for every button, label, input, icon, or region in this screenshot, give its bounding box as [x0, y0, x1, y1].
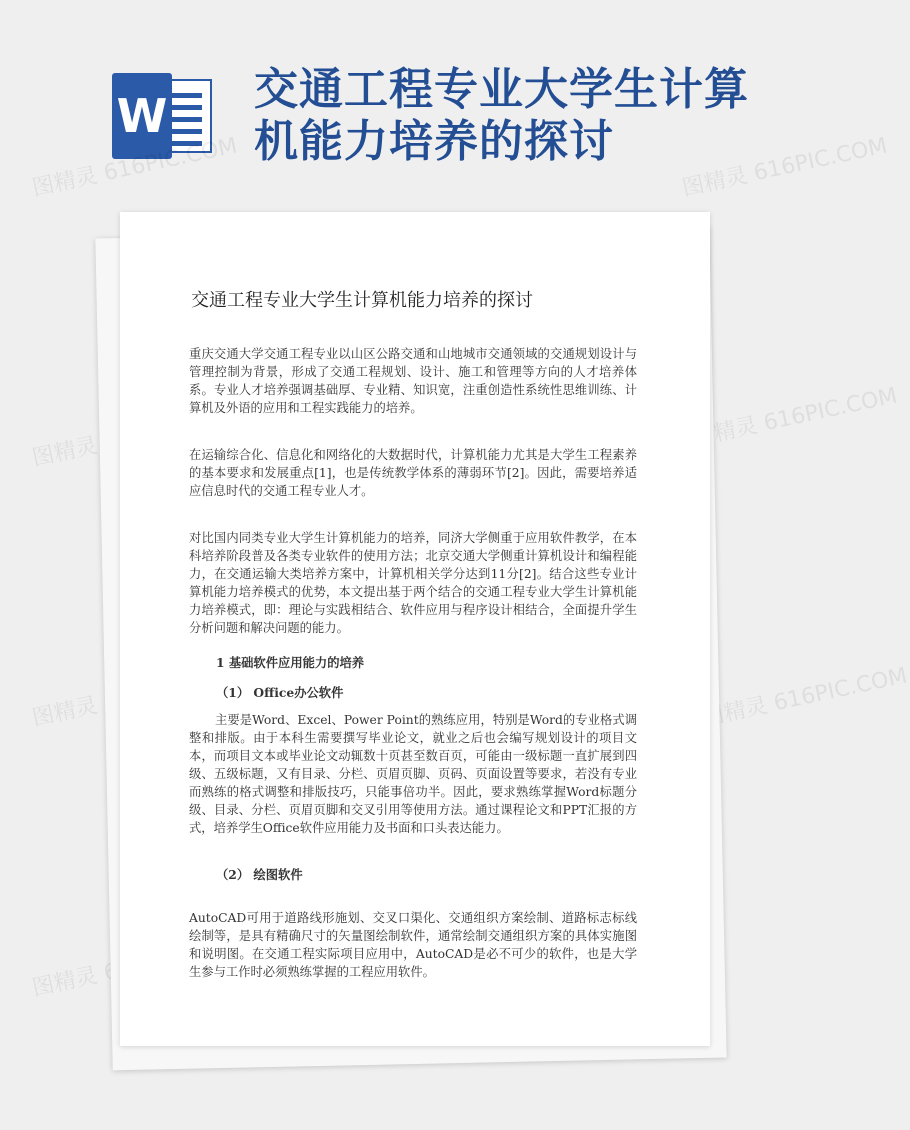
watermark: 图精灵 616PIC.COM [700, 663, 910, 732]
watermark: 图精灵 [30, 963, 100, 1002]
watermark: 图精灵 616PIC.COM [680, 133, 890, 202]
subsection-heading-drawing: （2） 绘图软件 [216, 867, 303, 882]
word-document-icon [112, 73, 216, 159]
watermark: 图精灵 616PIC.COM [30, 133, 240, 202]
section-heading-1: 1 基础软件应用能力的培养 [216, 655, 365, 670]
watermark: 图精灵 [30, 693, 100, 732]
watermark: 图精灵 [30, 433, 100, 472]
paragraph-bigdata: 在运输综合化、信息化和网络化的大数据时代，计算机能力尤其是大学生工程素养的基本要求和发展重点[1]，也是传统教学体系的薄弱环节[2]。因此，需要培养适应信息时代的交通工程专业人才。 [189, 448, 637, 498]
paragraph-intro: 重庆交通大学交通工程专业以山区公路交通和山地城市交通领域的交通规划设计与管理控制为背景，形成了交通工程规划、设计、施工和管理等方向的人才培养体系。专业人才培养强调基础厚、专业精、知识宽，注重创造性系统性思维训练、计算机及外语的应用和工程实践能力的培养。 [189, 347, 637, 415]
paragraph-comparison: 对比国内同类专业大学生计算机能力的培养，同济大学侧重于应用软件教学，在本科培养阶段普及各类专业软件的使用方法；北京交通大学侧重计算机设计和编程能力，在交通运输大类培养方案中，计算机相关学分达到11分[2]。结合这些专业计算机能力培养模式的优势，本文提出基于两个结合的交通工程专业大学生计算机能力培养模式，即：理论与实践相结合、软件应用与程序设计相结合，全面提升学生分析问题和解决问题的能力。 [189, 531, 637, 635]
paragraph-autocad: AutoCAD可用于道路线形施划、交叉口渠化、交通组织方案绘制、道路标志标线绘制等，是具有精确尺寸的矢量图绘制软件，通常绘制交通组织方案的具体实施图和说明图。在交通工程实际项目应用中，AutoCAD是必不可少的软件，也是大学生参与工作时必须熟练掌握的工程应用软件。 [189, 911, 637, 979]
banner-title: 交通工程专业大学生计算机能力培养的探讨 [254, 64, 749, 167]
word-logo-letter: W [112, 73, 172, 159]
watermark: 图精灵 616PIC.COM [690, 383, 900, 452]
subsection-heading-office: （1） Office办公软件 [216, 685, 344, 700]
paragraph-office: 主要是Word、Excel、Power Point的熟练应用，特别是Word的专业格式调整和排版。由于本科生需要撰写毕业论文，就业之后也会编写规划设计的项目文本，而项目文本或毕业论文动辄数十页甚至数百页，可能由一级标题一直扩展到四级、五级标题，又有目录、分栏、页眉页脚、页码、页面设置等要求，若没有专业而熟练的格式调整和排版技巧，只能事倍功半。因此，要求熟练掌握Word标题分级、目录、分栏、页眉页脚和交叉引用等使用方法。通过课程论文和PPT汇报的方式，培养学生Office软件应用能力及书面和口头表达能力。 [189, 713, 637, 835]
document-page [120, 212, 710, 1046]
document-title: 交通工程专业大学生计算机能力培养的探讨 [191, 290, 533, 311]
